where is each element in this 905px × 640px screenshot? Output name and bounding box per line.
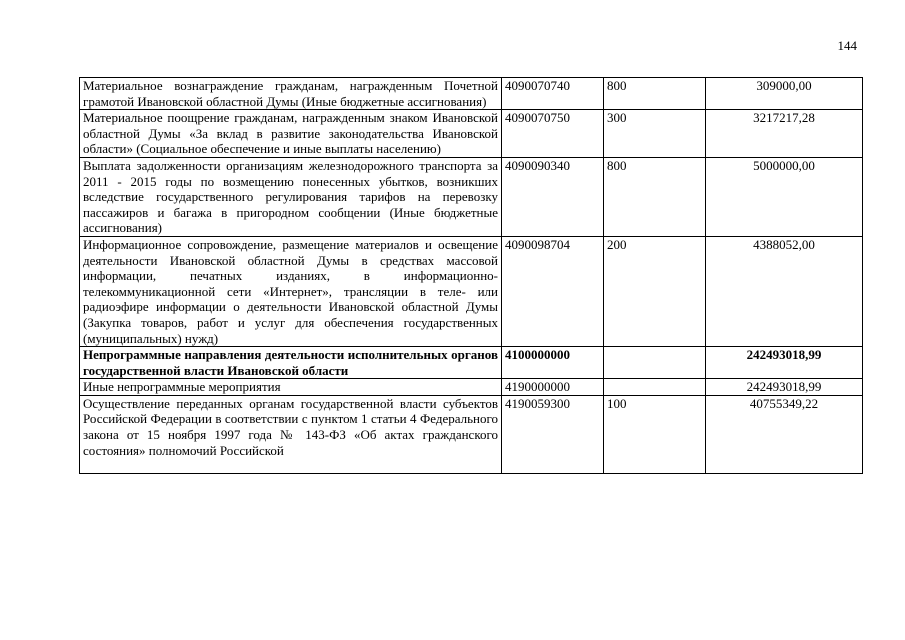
row-type: 100 xyxy=(604,395,706,473)
table-row xyxy=(80,110,863,158)
row-name: Материальное поощрение гражданам, награжденным знаком Ивановской областной Думы «За вклад в развитие законодательства Ивановской области» (Социальное обеспечение и иные выплаты населению) xyxy=(80,110,502,158)
table-row xyxy=(80,236,863,346)
row-sum: 309000,00 xyxy=(706,78,863,110)
table-row xyxy=(80,157,863,236)
budget-table xyxy=(79,77,863,474)
row-type: 200 xyxy=(604,236,706,346)
table-row xyxy=(80,395,863,473)
row-sum: 242493018,99 xyxy=(706,379,863,396)
row-sum: 40755349,22 xyxy=(706,395,863,473)
row-name: Материальное вознаграждение гражданам, награжденным Почетной грамотой Ивановской областной Думы (Иные бюджетные ассигнования) xyxy=(80,78,502,110)
row-name: Информационное сопровождение, размещение материалов и освещение деятельности Ивановской областной Думы в средствах массовой информации, печатных изданиях, в информационно-телекоммуникационной сети «Интернет», трансляции в теле- или радиоэфире информации о деятельности Ивановской областной Думы (Закупка товаров, работ и услуг для обеспечения государственных (муниципальных) нужд) xyxy=(80,236,502,346)
row-type: 800 xyxy=(604,157,706,236)
table-row xyxy=(80,78,863,110)
row-code: 4100000000 xyxy=(502,347,604,379)
row-type xyxy=(604,379,706,396)
row-sum: 4388052,00 xyxy=(706,236,863,346)
row-code: 4190059300 xyxy=(502,395,604,473)
row-name: Непрограммные направления деятельности исполнительных органов государственной власти Ивановской области xyxy=(80,347,502,379)
row-type xyxy=(604,347,706,379)
table-row-section xyxy=(80,347,863,379)
page-number: 144 xyxy=(837,38,857,53)
row-code: 4090070740 xyxy=(502,78,604,110)
row-name: Иные непрограммные мероприятия xyxy=(80,379,502,396)
row-type: 300 xyxy=(604,110,706,158)
row-code: 4090070750 xyxy=(502,110,604,158)
row-code: 4190000000 xyxy=(502,379,604,396)
row-code: 4090098704 xyxy=(502,236,604,346)
row-name: Выплата задолженности организациям железнодорожного транспорта за 2011 - 2015 годы по возмещению понесенных убытков, возникших вследствие государственного регулирования тарифов на перевозку пассажиров и багажа в пригородном сообщении (Иные бюджетные ассигнования) xyxy=(80,157,502,236)
row-code: 4090090340 xyxy=(502,157,604,236)
row-sum: 5000000,00 xyxy=(706,157,863,236)
row-name-text: Осуществление переданных органам государственной власти субъектов Российской Федерации в соответствии с пунктом 1 статьи 4 Федерального закона от 15 ноября 1997 года № 143-ФЗ «Об актах гражданского состояния» полномочий Российской xyxy=(83,395,498,458)
row-sum: 3217217,28 xyxy=(706,110,863,158)
row-type: 800 xyxy=(604,78,706,110)
row-name xyxy=(80,395,502,473)
table-row xyxy=(80,379,863,396)
row-sum: 242493018,99 xyxy=(706,347,863,379)
